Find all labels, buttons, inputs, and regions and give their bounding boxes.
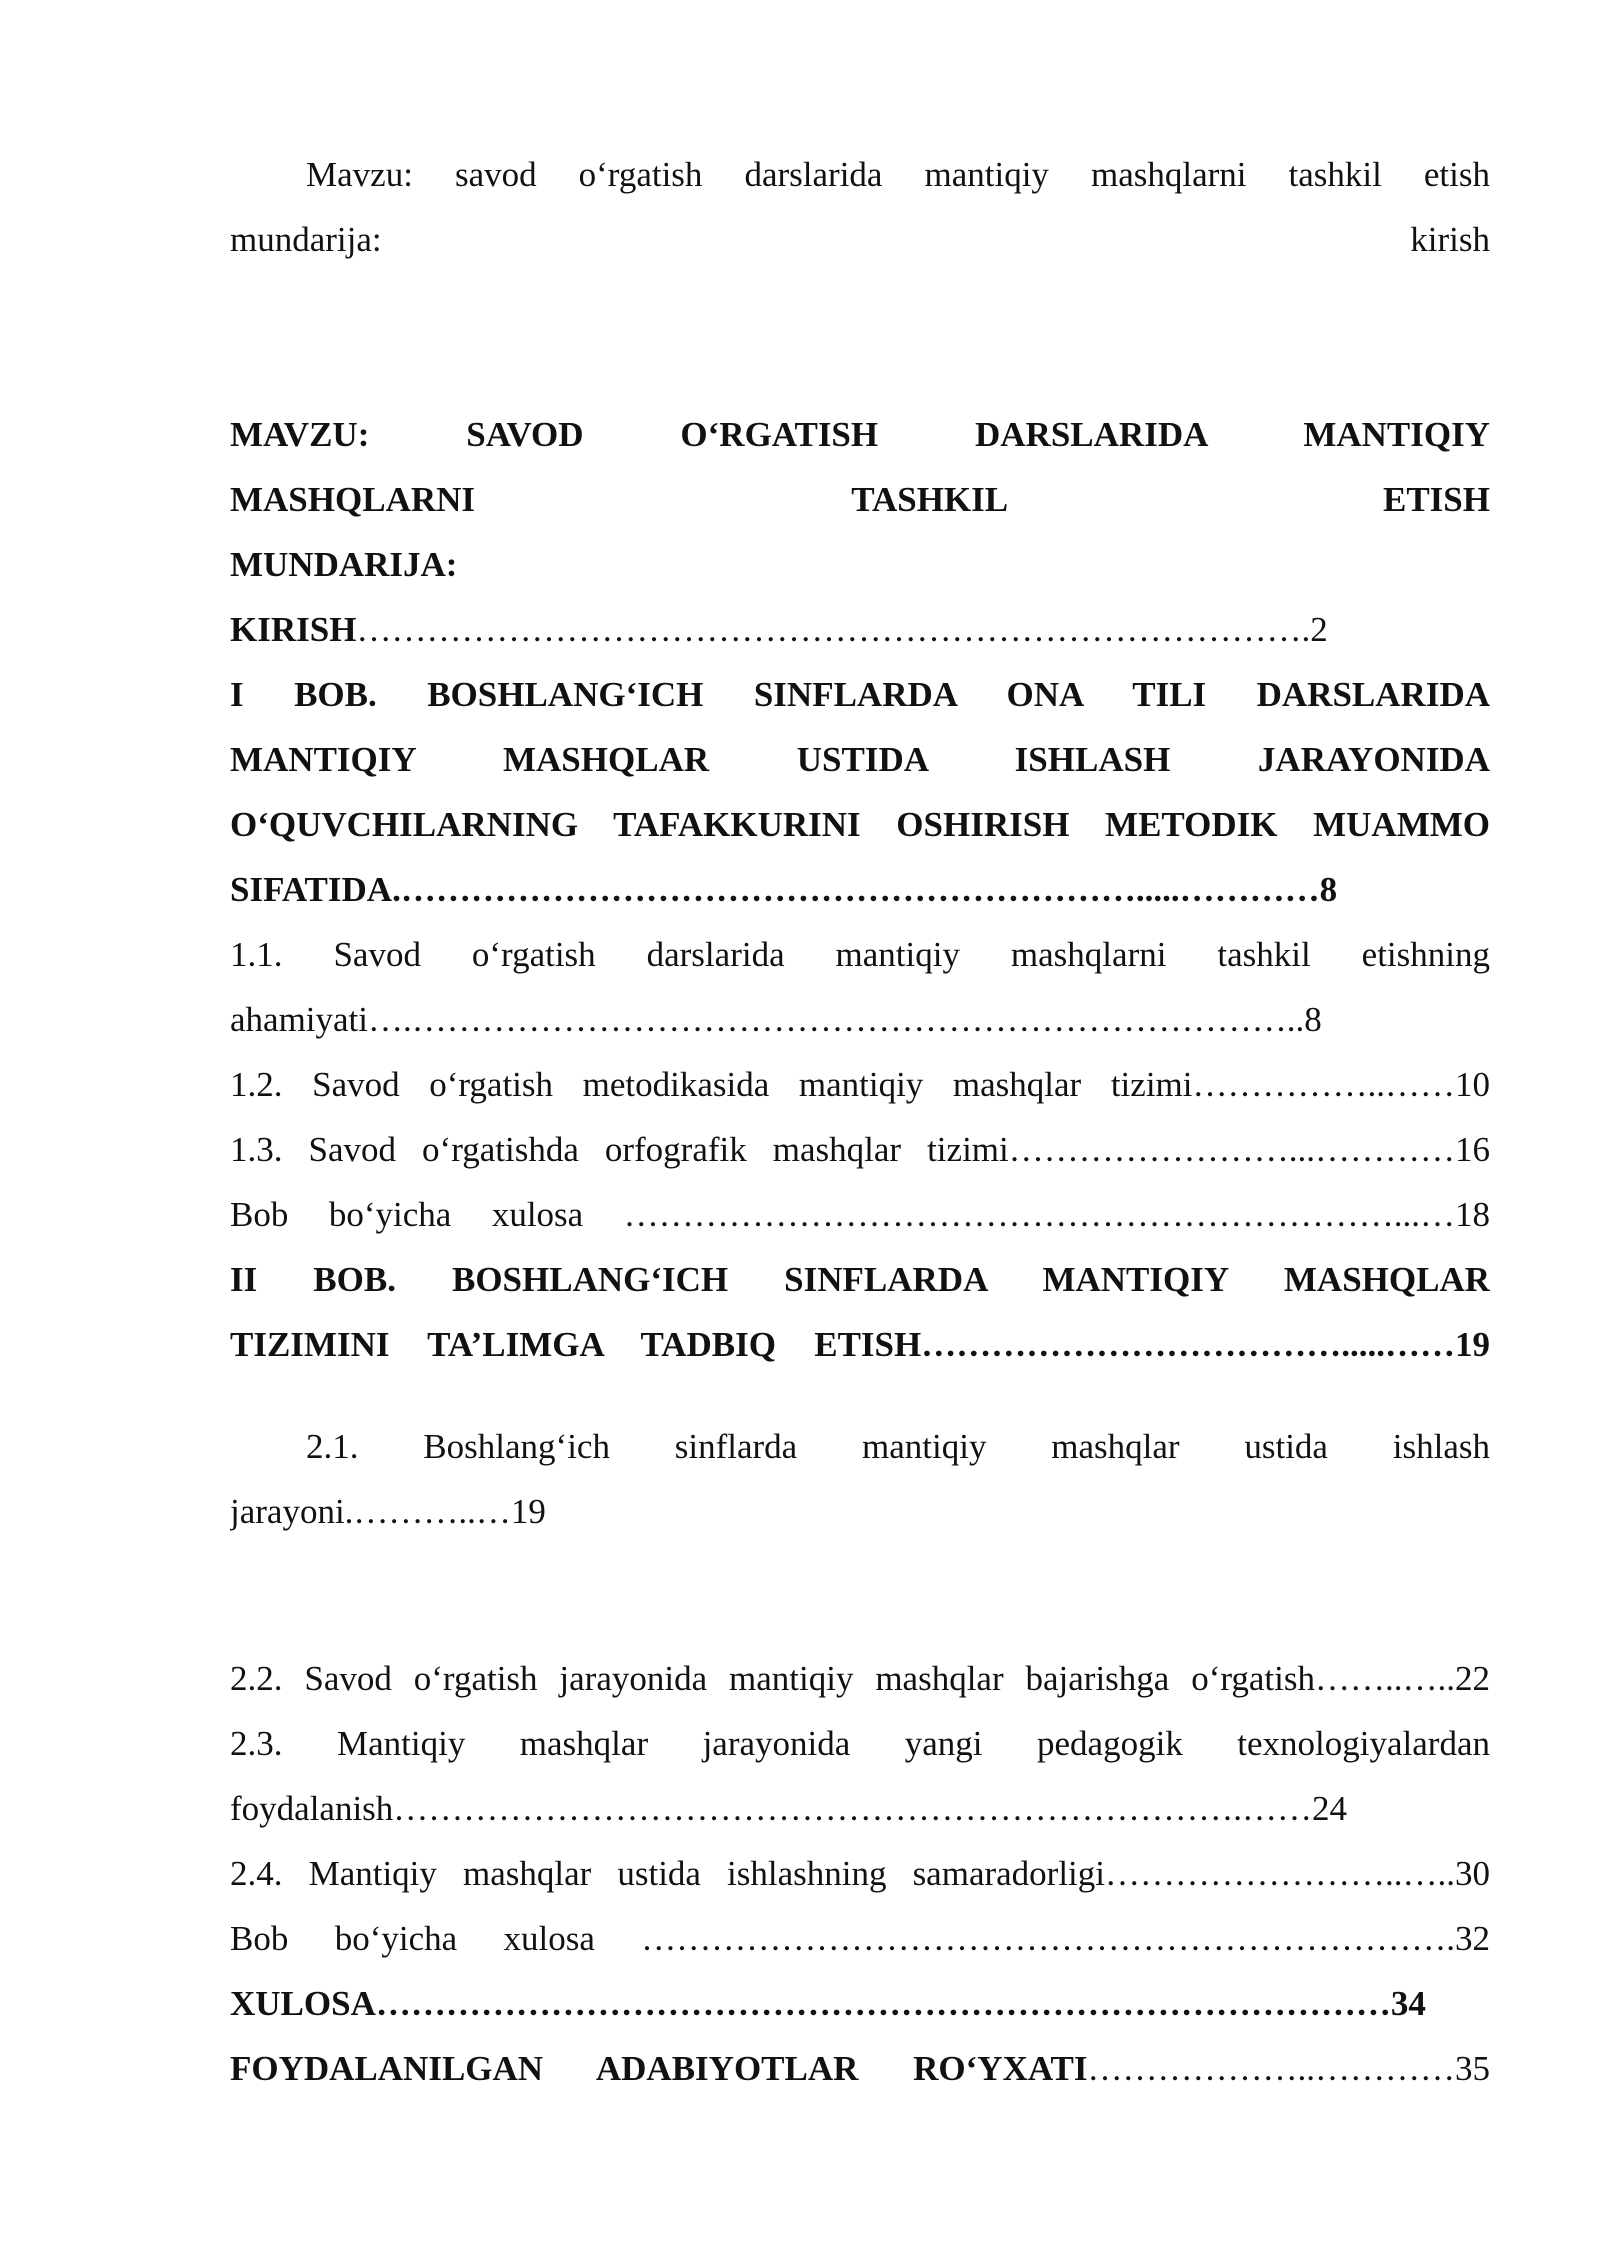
toc-section-2-4: 2.4. Mantiqiy mashqlar ustida ishlashning samaradorligi……………………..…..30 <box>230 1854 1490 1893</box>
toc-adabiyotlar <box>230 2047 1490 2091</box>
toc-bob1-line-4: SIFATIDA.……………………………………………………….....…………8 <box>230 870 1338 909</box>
toc-bob1-line-1: I BOB. BOSHLANG‘ICH SINFLARDA ONA TILI DARSLARIDA <box>230 675 1490 714</box>
heading-line-2: MASHQLARNI TASHKIL ETISH <box>230 480 1490 519</box>
toc-xulosa: XULOSA……………………………………………………………………………34 <box>230 1984 1426 2023</box>
toc-bob2-line-2: TIZIMINI TA’LIMGA TADBIQ ETISH……………………………….....……19 <box>230 1325 1490 1364</box>
toc-section-2-3-line-1: 2.3. Mantiqiy mashqlar jarayonida yangi pedagogik texnologiyalardan <box>230 1724 1490 1763</box>
toc-section-1-3: 1.3. Savod o‘rgatishda orfografik mashqlar tizimi……………………...…………16 <box>230 1130 1490 1169</box>
toc-section-2-1-line-1: 2.1. Boshlang‘ich sinflarda mantiqiy mashqlar ustida ishlash <box>306 1427 1490 1466</box>
heading-line-1: MAVZU: SAVOD O‘RGATISH DARSLARIDA MANTIQIY <box>230 415 1490 454</box>
intro-mundarija: mundarija: <box>230 220 382 259</box>
toc-section-1-1-line-1: 1.1. Savod o‘rgatish darslarida mantiqiy mashqlarni tashkil etishning <box>230 935 1490 974</box>
toc-bob2-xulosa: Bob bo‘yicha xulosa …………………………………………………………….32 <box>230 1919 1490 1958</box>
heading-mundarija: MUNDARIJA: <box>230 545 458 584</box>
toc-section-1-1-line-2: ahamiyati….…………………………………………………………………..8 <box>230 1000 1322 1039</box>
toc-section-2-3-line-2: foydalanish……………………………………………………………….……24 <box>230 1789 1348 1828</box>
toc-kirish-page: 2 <box>1310 610 1328 649</box>
toc-bob2-line-1: II BOB. BOSHLANG‘ICH SINFLARDA MANTIQIY MASHQLAR <box>230 1260 1490 1299</box>
toc-bob1-line-3: O‘QUVCHILARNING TAFAKKURINI OSHIRISH METODIK MUAMMO <box>230 805 1490 844</box>
intro-line-2 <box>230 218 1490 262</box>
toc-section-2-1-line-2: jarayoni.………..…19 <box>230 1492 546 1531</box>
intro-kirish: kirish <box>1410 220 1490 259</box>
toc-adabiyotlar-dots-page: ………………..…………35 <box>1087 2049 1490 2088</box>
toc-section-2-2: 2.2. Savod o‘rgatish jarayonida mantiqiy mashqlar bajarishga o‘rgatish……..…..22 <box>230 1659 1490 1698</box>
toc-bob1-line-2: MANTIQIY MASHQLAR USTIDA ISHLASH JARAYONIDA <box>230 740 1490 779</box>
intro-line-1: Mavzu: savod o‘rgatish darslarida mantiqiy mashqlarni tashkil etish <box>306 155 1490 194</box>
toc-bob1-xulosa: Bob bo‘yicha xulosa …………………………………………………………...…18 <box>230 1195 1490 1234</box>
toc-kirish-dots: ………………………………………………………………………. <box>356 610 1311 649</box>
toc-kirish-label: KIRISH <box>230 610 357 649</box>
toc-section-1-2: 1.2. Savod o‘rgatish metodikasida mantiqiy mashqlar tizimi……………..……10 <box>230 1065 1490 1104</box>
toc-kirish <box>230 608 1490 652</box>
toc-adabiyotlar-label: FOYDALANILGAN ADABIYOTLAR RO‘YXATI <box>230 2049 1088 2088</box>
